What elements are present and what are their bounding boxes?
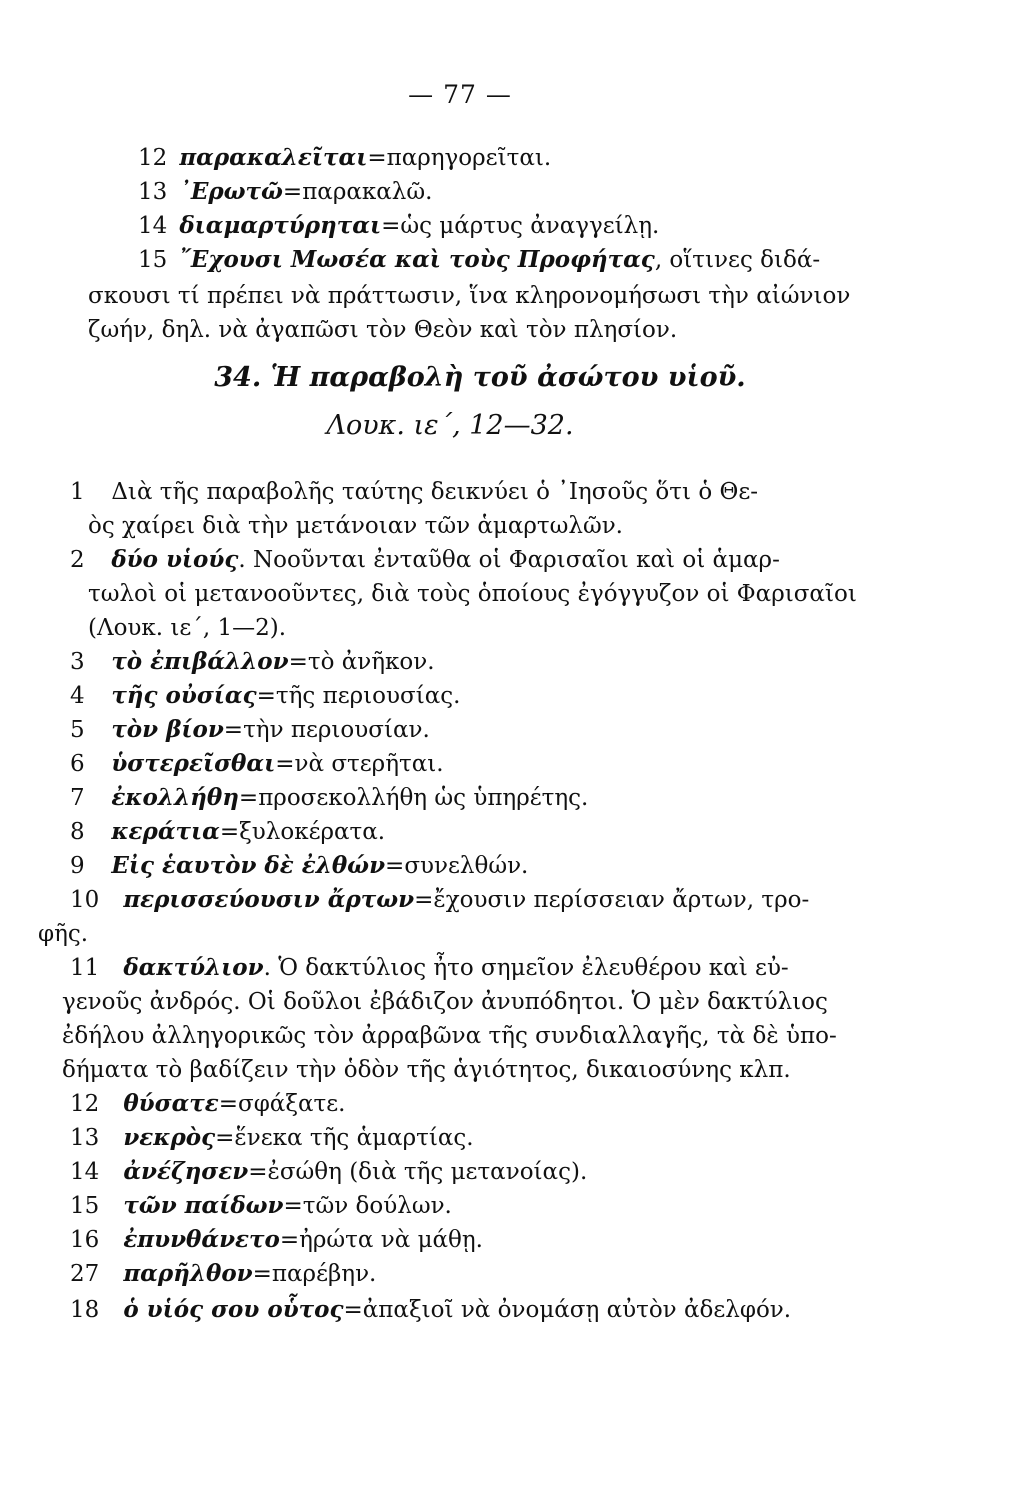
gloss-line [138,246,820,274]
text-line: τωλοὶ οἱ μετανοοῦντες, διὰ τοὺς ὁποίους ἐγόγγυζον οἱ Φαρισαῖοι [88,581,857,607]
gloss-meaning: =προσεκολλήθη ὡς ὑπηρέτης. [238,785,589,811]
gloss-line [70,648,435,676]
gloss-line [70,852,528,880]
gloss-term: ἐκολλήθη [111,784,239,811]
paragraph-text: . Ὁ δακτύλιος ἦτο σημεῖον ἐλευθέρου καὶ εὐ- [263,955,789,981]
gloss-line [70,1124,474,1152]
gloss-line [70,1226,483,1254]
gloss-meaning: =ἔχουσιν περίσσειαν ἄρτων, τρο- [414,887,810,913]
gloss-line [138,212,659,240]
gloss-line [70,1158,587,1186]
verse-number: 12 [138,145,168,171]
text-line [70,478,758,506]
gloss-meaning: =νὰ στερῆται. [275,751,444,777]
verse-number: 13 [138,179,168,205]
gloss-term: περισσεύουσιν ἄρτων [123,886,415,913]
gloss-meaning: =συνελθών. [385,853,529,879]
verse-number: 14 [138,213,168,239]
verse-number: 16 [70,1227,100,1253]
verse-number: 5 [70,717,85,743]
paragraph-text: . Νοοῦνται ἐνταῦθα οἱ Φαρισαῖοι καὶ οἱ ἁμαρ- [238,547,780,573]
verse-number: 15 [70,1193,100,1219]
gloss-term: θύσατε [123,1090,219,1117]
verse-number: 18 [70,1297,100,1323]
gloss-term: δακτύλιον [123,954,264,981]
gloss-line [70,1260,376,1288]
gloss-term: Εἰς ἑαυτὸν δὲ ἐλθών [111,852,386,879]
gloss-meaning: =τὴν περιουσίαν. [223,717,430,743]
verse-number: 4 [70,683,85,709]
text-line: ζωήν, δηλ. νὰ ἀγαπῶσι τὸν Θεὸν καὶ τὸν πλησίον. [88,317,678,343]
verse-number: 1 [70,479,85,505]
verse-number: 12 [70,1091,100,1117]
gloss-term: παρῆλθον [123,1260,253,1287]
page-number: — 77 — [408,80,512,109]
gloss-line [70,716,430,744]
verse-number: 8 [70,819,85,845]
gloss-meaning: =ὡς μάρτυς ἀναγγείλῃ. [381,213,660,239]
gloss-term: ὁ υἱός σου οὗτος [123,1296,344,1323]
verse-number: 13 [70,1125,100,1151]
gloss-line [70,818,385,846]
gloss-meaning: =ἐσώθη (διὰ τῆς μετανοίας). [248,1159,588,1185]
gloss-line [70,750,444,778]
gloss-term: νεκρὸς [123,1124,216,1151]
text-line [70,546,780,574]
gloss-line [70,682,460,710]
gloss-term: ῎Εχουσι Μωσέα καὶ τοὺς Προφήτας [179,246,655,273]
gloss-meaning: =ἠρώτα νὰ μάθῃ. [279,1227,483,1253]
gloss-term: διαμαρτύρηται [179,212,382,239]
gloss-meaning: =τὸ ἀνῆκον. [288,649,435,675]
text-line: φῆς. [38,921,89,947]
text-line: (Λουκ. ιε΄, 1—2). [88,615,287,641]
section-reference: Λουκ. ιε΄, 12—32. [326,410,574,441]
gloss-term: ᾿Ερωτῶ [179,178,283,205]
paragraph-text: Διὰ τῆς παραβολῆς ταύτης δεικνύει ὁ ᾿Ιησοῦς ὅτι ὁ Θε- [111,479,759,505]
text-line: ἐδήλου ἀλληγορικῶς τὸν ἀρραβῶνα τῆς συνδιαλλαγῆς, τὰ δὲ ὑπο- [62,1023,837,1049]
verse-number: 15 [138,247,168,273]
verse-number: 3 [70,649,85,675]
gloss-line [138,144,551,172]
verse-number: 7 [70,785,85,811]
verse-number: 2 [70,547,85,573]
verse-number: 9 [70,853,85,879]
text-line: ὸς χαίρει διὰ τὴν μετάνοιαν τῶν ἁμαρτωλῶν. [88,513,623,539]
verse-number: 14 [70,1159,100,1185]
gloss-term: τὸν βίον [111,716,224,743]
gloss-meaning: =ἕνεκα τῆς ἁμαρτίας. [215,1125,474,1151]
gloss-term: ὑστερεῖσθαι [111,750,276,777]
gloss-line [70,784,588,812]
text-line: σκουσι τί πρέπει νὰ πράττωσιν, ἵνα κληρονομήσωσι τὴν αἰώνιον [88,283,851,309]
gloss-meaning: , οἵτινες διδά- [654,247,821,273]
text-line [70,954,789,982]
gloss-term: δύο υἱούς [111,546,239,573]
gloss-line [70,1296,791,1324]
gloss-meaning: =παρέβην. [252,1261,377,1287]
text-line: γενοῦς ἀνδρός. Οἱ δοῦλοι ἐβάδιζον ἀνυπόδητοι. Ὁ μὲν δακτύλιος [62,989,828,1015]
gloss-meaning: =σφάξατε. [218,1091,346,1117]
gloss-meaning: =ξυλοκέρατα. [219,819,386,845]
gloss-line [138,178,432,206]
gloss-term: τῆς οὐσίας [111,682,257,709]
gloss-term: ἐπυνθάνετο [123,1226,280,1253]
gloss-line [70,1090,346,1118]
gloss-line [70,1192,452,1220]
section-title: 34. Ἡ παραβολὴ τοῦ ἀσώτου υἱοῦ. [214,362,746,393]
gloss-term: τῶν παίδων [123,1192,284,1219]
verse-number: 10 [70,887,100,913]
gloss-meaning: =ἀπαξιοῖ νὰ ὀνομάσῃ αὐτὸν ἀδελφόν. [343,1297,792,1323]
gloss-meaning: =παρακαλῶ. [282,179,433,205]
gloss-term: παρακαλεῖται [179,144,368,171]
gloss-meaning: =παρηγορεῖται. [367,145,552,171]
gloss-term: κεράτια [111,818,220,845]
text-line: δήματα τὸ βαδίζειν τὴν ὁδὸν τῆς ἁγιότητος, δικαιοσύνης κλπ. [62,1057,791,1083]
verse-number: 6 [70,751,85,777]
verse-number: 11 [70,955,100,981]
gloss-term: ἀνέζησεν [123,1158,249,1185]
gloss-meaning: =τῆς περιουσίας. [256,683,461,709]
gloss-term: τὸ ἐπιβάλλον [111,648,289,675]
text-line [70,886,809,914]
verse-number: 27 [70,1261,100,1287]
gloss-meaning: =τῶν δούλων. [283,1193,452,1219]
